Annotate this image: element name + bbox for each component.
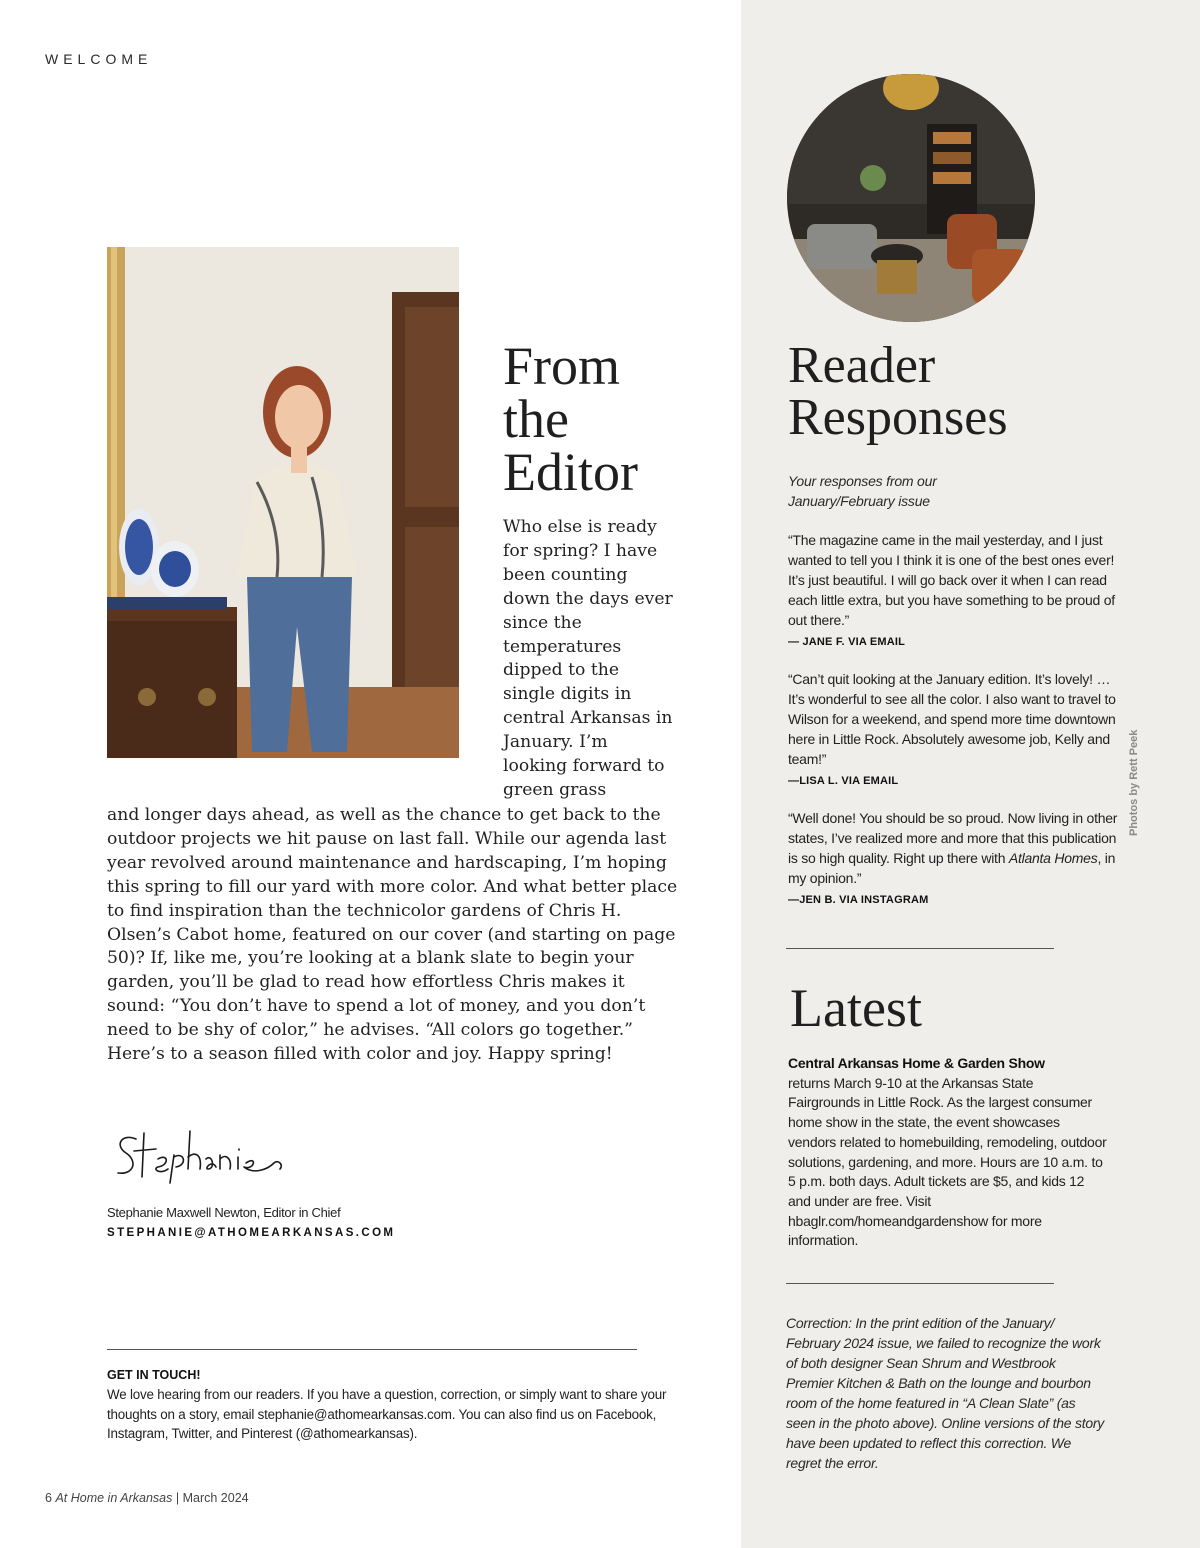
editor-letter-body: and longer days ahead, as well as the chance to get back to the outdoor projects we hit pause on last fall. While our agenda last year revolved around maintenance and hardscaping, I’m hoping this spring to fill our yard with more color. And what better place to find inspiration than the technicolor gardens of Chris H. Olsen’s Cabot home, featured on our cover (and starting on page 50)? If, like me, you’re looking at a blank slate to begin your garden, you’ll be glad to read how effortless Chris makes it sound: “You don’t have to spend a lot of money, and you don’t need to be shy of color,” he advises. “All colors go together.” Here’s to a season filled with color and joy. Happy spring! <box>107 805 678 1065</box>
photo-credit: Photos by Rett Peek <box>1128 729 1140 836</box>
quote-text: “Can’t quit looking at the January edition. It’s lovely! … It’s wonderful to see all the color. I also want to travel to Wilson for a weekend, and spend more time downtown here in Little Rock. Absolutely awesome job, Kelly and team!” <box>788 671 1116 767</box>
divider <box>786 1283 1054 1284</box>
editor-name-title: Stephanie Maxwell Newton, Editor in Chief <box>107 1205 341 1220</box>
quote-text: “The magazine came in the mail yesterday, and I just wanted to tell you I think it is one of the best ones ever! It’s just beautiful. I will go back over it when I can read each little extra, but you have something to be proud of out there.” <box>788 532 1115 628</box>
latest-event-name: Central Arkansas Home & Garden Show <box>788 1055 1045 1071</box>
quote-attribution: —LISA L. VIA EMAIL <box>788 775 899 787</box>
divider <box>107 1349 637 1350</box>
page-number: 6 <box>45 1491 52 1505</box>
editor-title <box>503 336 638 502</box>
editor-portrait-photo <box>107 247 459 758</box>
lounge-room-photo <box>787 74 1035 322</box>
get-in-touch-heading: GET IN TOUCH! <box>107 1368 201 1382</box>
reader-responses-subtitle: Your responses from our January/February issue <box>788 473 937 509</box>
editor-signature <box>108 1125 308 1190</box>
quote-attribution: — JANE F. VIA EMAIL <box>788 636 906 648</box>
footer-separator: | <box>175 1491 180 1505</box>
correction-note: Correction: In the print edition of the January/ February 2024 issue, we failed to recognize the work of both designer Sean Shrum and Westbrook Premier Kitchen & Bath on the lounge and bourbon room of the home featured in “A Clean Slate” (as seen in the photo above). Online versions of the story have been updated to reflect this correction. We regret the error. <box>786 1315 1105 1471</box>
editor-title-line: Editor <box>503 442 638 502</box>
editor-title-line: From <box>503 336 621 396</box>
section-label: WELCOME <box>45 51 153 67</box>
quote-text: “Well done! You should be so proud. Now living in other states, I’ve realized more and more that this publication is so high quality. Right up there with <box>788 810 1118 866</box>
quote-text-italic: Atlanta Homes <box>1008 850 1098 866</box>
divider <box>786 948 1054 949</box>
editor-letter-lead: Who else is ready for spring? I have been counting down the days ever since the temperatures dipped to the single digits in central Arkansas in January. I’m looking forward to green grass <box>503 517 673 800</box>
editor-title-line: the <box>503 389 569 449</box>
latest-body <box>788 1054 1108 1251</box>
quote-attribution: —JEN B. VIA INSTAGRAM <box>788 894 929 906</box>
reader-responses-title-line: Responses <box>788 389 1008 446</box>
reader-responses-title <box>788 337 1008 446</box>
reader-quote <box>788 669 1118 791</box>
get-in-touch-body: We love hearing from our readers. If you have a question, correction, or simply want to share your thoughts on a story, email stephanie@athomearkansas.com. You can also find us on Facebook, Instagram, Twitter, and Pinterest (@athomearkansas). <box>107 1387 667 1441</box>
latest-title: Latest <box>790 978 922 1038</box>
page-footer <box>45 1491 249 1505</box>
publication-name: At Home in Arkansas <box>55 1491 173 1505</box>
reader-quote <box>788 530 1118 652</box>
quote-text: , in my opinion.” <box>788 850 1116 886</box>
issue-date: March 2024 <box>182 1491 249 1505</box>
latest-event-details: returns March 9-10 at the Arkansas State Fairgrounds in Little Rock. As the largest consumer home show in the state, the event showcases vendors related to homebuilding, remodeling, outdoor solutions, gardening, and more. Hours are 10 a.m. to 5 p.m. both days. Adult tickets are $5, and kids 12 and under are free. Visit hbaglr.com/homeandgardenshow for more information. <box>788 1074 1107 1249</box>
editor-email-link[interactable]: STEPHANIE@ATHOMEARKANSAS.COM <box>107 1227 396 1239</box>
reader-responses-title-line: Reader <box>788 337 936 394</box>
reader-quote <box>788 808 1118 910</box>
